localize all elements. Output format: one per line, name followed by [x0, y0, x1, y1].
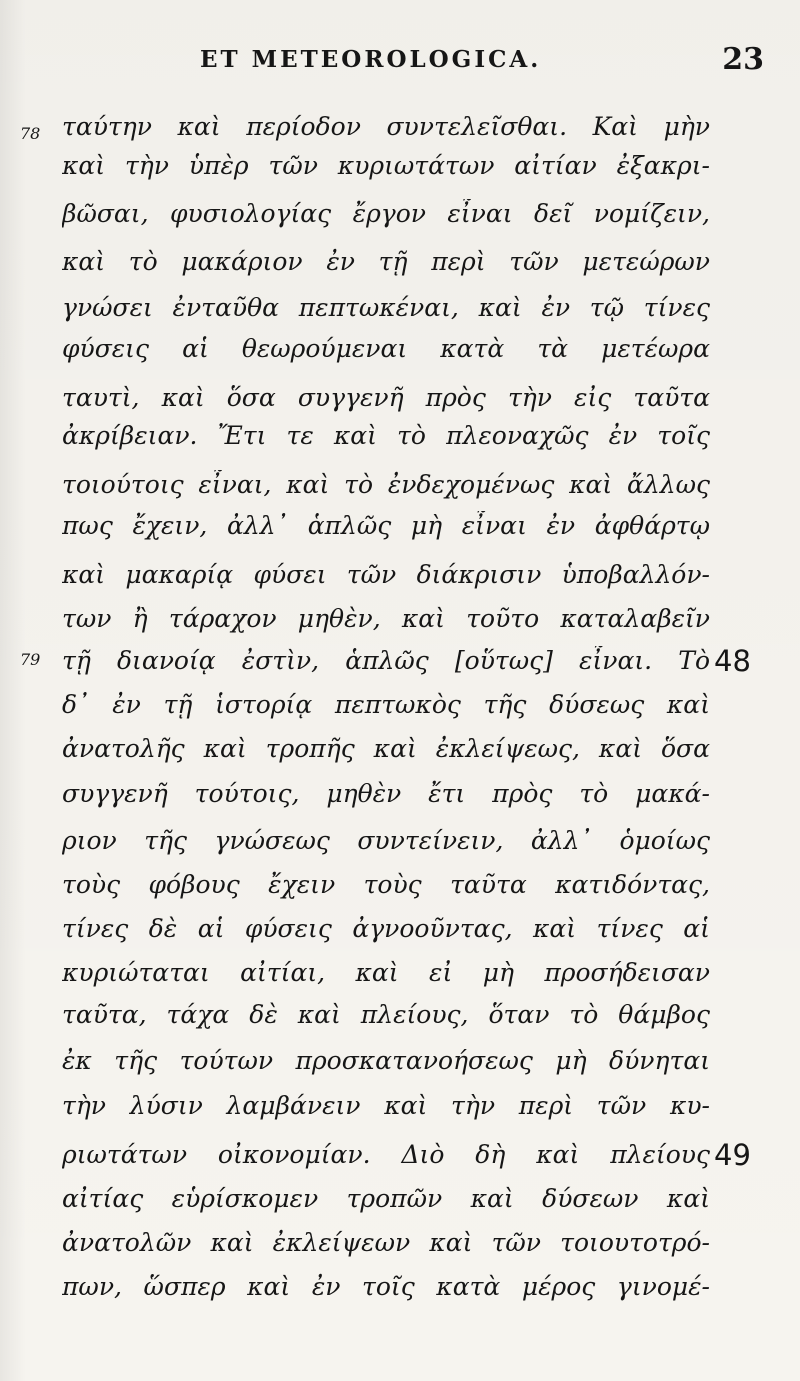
- margin-mark-79: 79: [20, 650, 41, 669]
- text-line: καὶ τὸ μακάριον ἐν τῇ περὶ τῶν μετεώρων: [62, 247, 710, 276]
- text-line: τίνες δὲ αἱ φύσεις ἀγνοοῦντας, καὶ τίνες αἱ: [62, 914, 710, 943]
- margin-number-48: 48: [714, 644, 751, 678]
- text-line: ἀνατολῶν καὶ ἐκλείψεων καὶ τῶν τοιουτοτρό-: [62, 1228, 710, 1257]
- text-line: ἀνατολῆς καὶ τροπῆς καὶ ἐκλείψεως, καὶ ὅσα: [62, 734, 710, 763]
- text-line: κυριώταται αἰτίαι, καὶ εἰ μὴ προσήδεισαν: [62, 958, 710, 987]
- text-line: ταυτὶ, καὶ ὅσα συγγενῆ πρὸς τὴν εἰς ταῦτα: [62, 383, 710, 412]
- text-line: αἰτίας εὑρίσκομεν τροπῶν καὶ δύσεων καὶ: [62, 1184, 710, 1213]
- text-line: τοιούτοις εἶναι, καὶ τὸ ἐνδεχομένως καὶ ἄλλως: [62, 470, 710, 499]
- margin-number-49: 49: [714, 1138, 751, 1172]
- text-line: τῇ διανοίᾳ ἐστὶν, ἁπλῶς [οὕτως] εἶναι. Τὸ: [62, 646, 710, 675]
- text-line: πως ἔχειν, ἀλλ᾿ ἁπλῶς μὴ εἶναι ἐν ἀφθάρτῳ: [62, 511, 710, 540]
- text-line: ριωτάτων οἰκονομίαν. Διὸ δὴ καὶ πλείους: [62, 1140, 710, 1169]
- text-line: γνώσει ἐνταῦθα πεπτωκέναι, καὶ ἐν τῷ τίνες: [62, 293, 710, 322]
- text-line: δ᾿ ἐν τῇ ἱστορίᾳ πεπτωκὸς τῆς δύσεως καὶ: [62, 690, 710, 719]
- text-line: ἀκρίβειαν. Ἔτι τε καὶ τὸ πλεοναχῶς ἐν τοῖς: [62, 421, 710, 450]
- text-line: τὴν λύσιν λαμβάνειν καὶ τὴν περὶ τῶν κυ-: [62, 1091, 710, 1120]
- text-line: των ἢ τάραχον μηθὲν, καὶ τοῦτο καταλαβεῖν: [62, 604, 710, 633]
- text-line: συγγενῆ τούτοις, μηθὲν ἔτι πρὸς τὸ μακά-: [62, 779, 710, 808]
- text-line: ριον τῆς γνώσεως συντείνειν, ἀλλ᾿ ὁμοίως: [62, 826, 710, 855]
- text-line: πων, ὥσπερ καὶ ἐν τοῖς κατὰ μέρος γινομέ-: [62, 1272, 710, 1301]
- text-line: τοὺς φόβους ἔχειν τοὺς ταῦτα κατιδόντας,: [62, 870, 710, 899]
- text-line: βῶσαι, φυσιολογίας ἔργον εἶναι δεῖ νομίζειν,: [62, 199, 710, 228]
- text-line: ταῦτα, τάχα δὲ καὶ πλείους, ὅταν τὸ θάμβος: [62, 1000, 710, 1029]
- text-line: καὶ τὴν ὑπὲρ τῶν κυριωτάτων αἰτίαν ἐξακρι-: [62, 151, 710, 180]
- text-line: ἐκ τῆς τούτων προσκατανοήσεως μὴ δύνηται: [62, 1046, 710, 1075]
- text-line: καὶ μακαρίᾳ φύσει τῶν διάκρισιν ὑποβαλλόν-: [62, 560, 710, 589]
- page-number: 23: [722, 42, 764, 77]
- text-line: ταύτην καὶ περίοδον συντελεῖσθαι. Καὶ μὴν: [62, 112, 710, 141]
- margin-mark-78: 78: [20, 124, 41, 143]
- running-title: ET METEOROLOGICA.: [200, 46, 542, 73]
- text-line: φύσεις αἱ θεωρούμεναι κατὰ τὰ μετέωρα: [62, 334, 710, 363]
